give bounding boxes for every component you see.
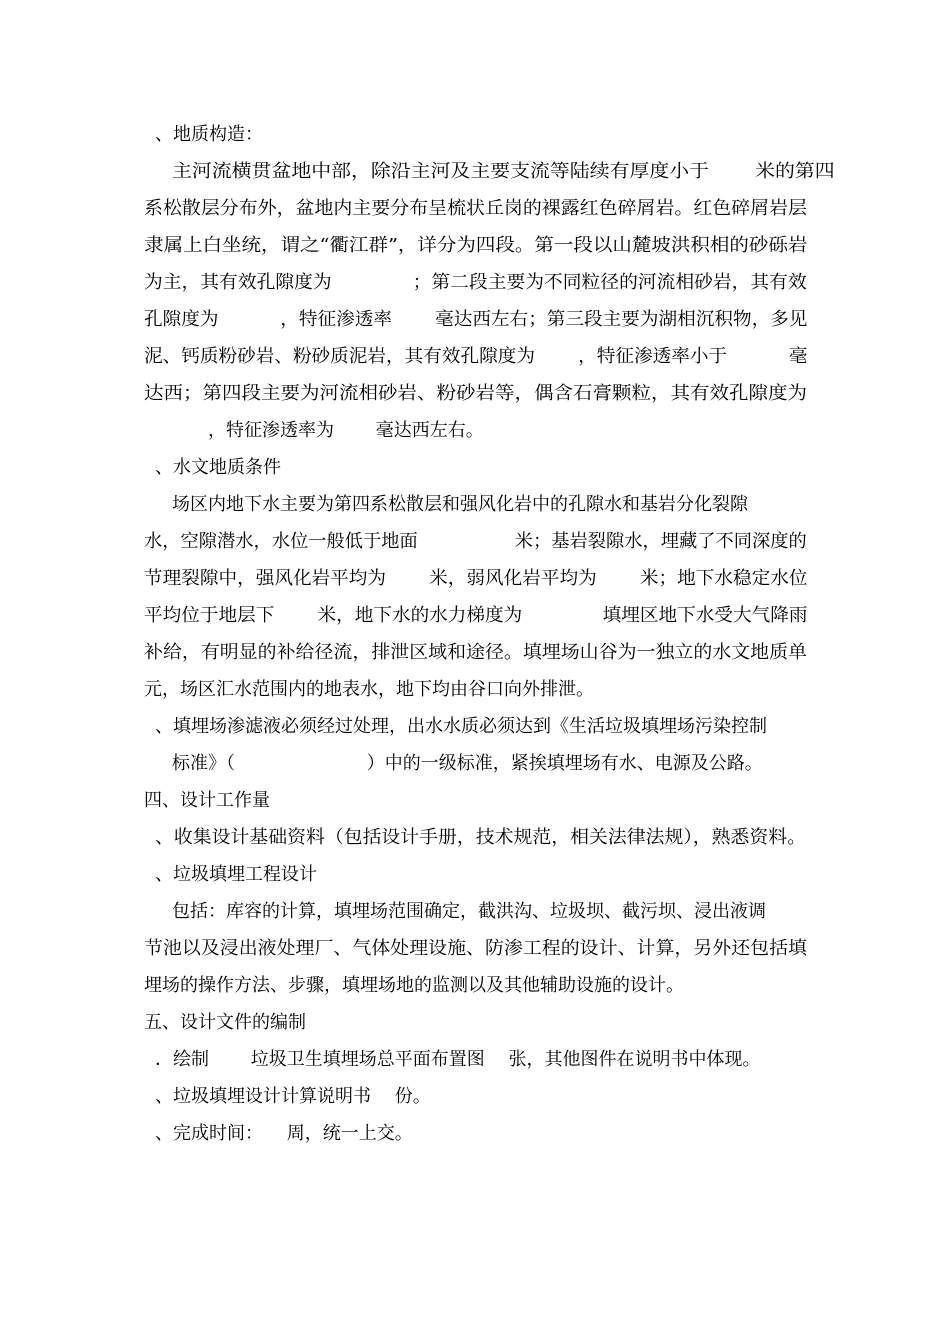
section-heading-documents: 五、设计文件的编制 [144,1012,306,1033]
list-item-leachate-cont: 标准》（ ）中的一级标准，紧挨填埋场有水、电源及公路。 [172,753,763,774]
body-text-line: ，特征渗透率为 毫达西左右。 [172,420,484,441]
section-heading-hydrogeology: 、水文地质条件 [155,457,281,478]
list-item-collect-data: 、收集设计基础资料（包括设计手册，技术规范，相关法律法规），熟悉资料。 [155,827,806,848]
body-text-line: 孔隙度为 ，特征渗透率 毫达西左右；第三段主要为湖相沉积物，多见 [144,309,808,330]
body-text-line: 达西；第四段主要为河流相砂岩、粉砂岩等，偶含石膏颗粒，其有效孔隙度为 [144,383,807,404]
body-text-line: 节理裂隙中，强风化岩平均为 米，弱风化岩平均为 米；地下水稳定水位 [144,568,808,589]
body-text-line: 水，空隙潜水，水位一般低于地面 米；基岩裂隙水，埋藏了不同深度的 [144,531,807,552]
list-item-deadline: 、完成时间： 周，统一上交。 [155,1123,413,1144]
body-text-line: 包括：库容的计算，填埋场范围确定，截洪沟、垃圾坝、截污坝、浸出液调 [172,901,766,922]
section-heading-geology: 、地质构造： [155,124,263,145]
body-text-line: 节池以及浸出液处理厂、气体处理设施、防渗工程的设计、计算，另外还包括填 [144,938,807,959]
body-text-line: 补给，有明显的补给径流，排泄区域和途径。填埋场山谷为一独立的水文地质单 [144,642,807,663]
body-text-line: 为主，其有效孔隙度为 ；第二段主要为不同粒径的河流相砂岩，其有效 [144,272,807,293]
body-text-line: 泥、钙质粉砂岩、粉砂质泥岩，其有效孔隙度为 ，特征渗透率小于 毫 [144,346,808,367]
body-text-line: 平均位于地层下 米，地下水的水力梯度为 填埋区地下水受大气降雨 [144,605,808,626]
body-text-line: 场区内地下水主要为第四系松散层和强风化岩中的孔隙水和基岩分化裂隙 [172,494,748,515]
list-item-drawing: ．绘制 垃圾卫生填埋场总平面布置图 张，其他图件在说明书中体现。 [155,1049,761,1070]
list-item-landfill-design: 、垃圾填埋工程设计 [155,864,317,885]
list-item-calc-report: 、垃圾填埋设计计算说明书 份。 [155,1086,431,1107]
body-text-line: 主河流横贯盆地中部，除沿主河及主要支流等陆续有厚度小于 米的第四 [172,161,835,182]
section-heading-workload: 四、设计工作量 [144,790,270,811]
body-text-line: 元，场区汇水范围内的地表水，地下均由谷口向外排泄。 [144,679,594,700]
body-text-line: 埋场的操作方法、步骤，填埋场地的监测以及其他辅助设施的设计。 [144,975,684,996]
body-text-line: 隶属上白坐统，谓之“衢江群”，详分为四段。第一段以山麓坡洪积相的砂砾岩 [144,235,808,256]
body-text-line: 系松散层分布外，盆地内主要分布呈梳状丘岗的裸露红色碎屑岩。红色碎屑岩层 [144,198,807,219]
list-item-leachate: 、填埋场渗滤液必须经过处理，出水水质必须达到《生活垃圾填埋场污染控制 [155,716,767,737]
